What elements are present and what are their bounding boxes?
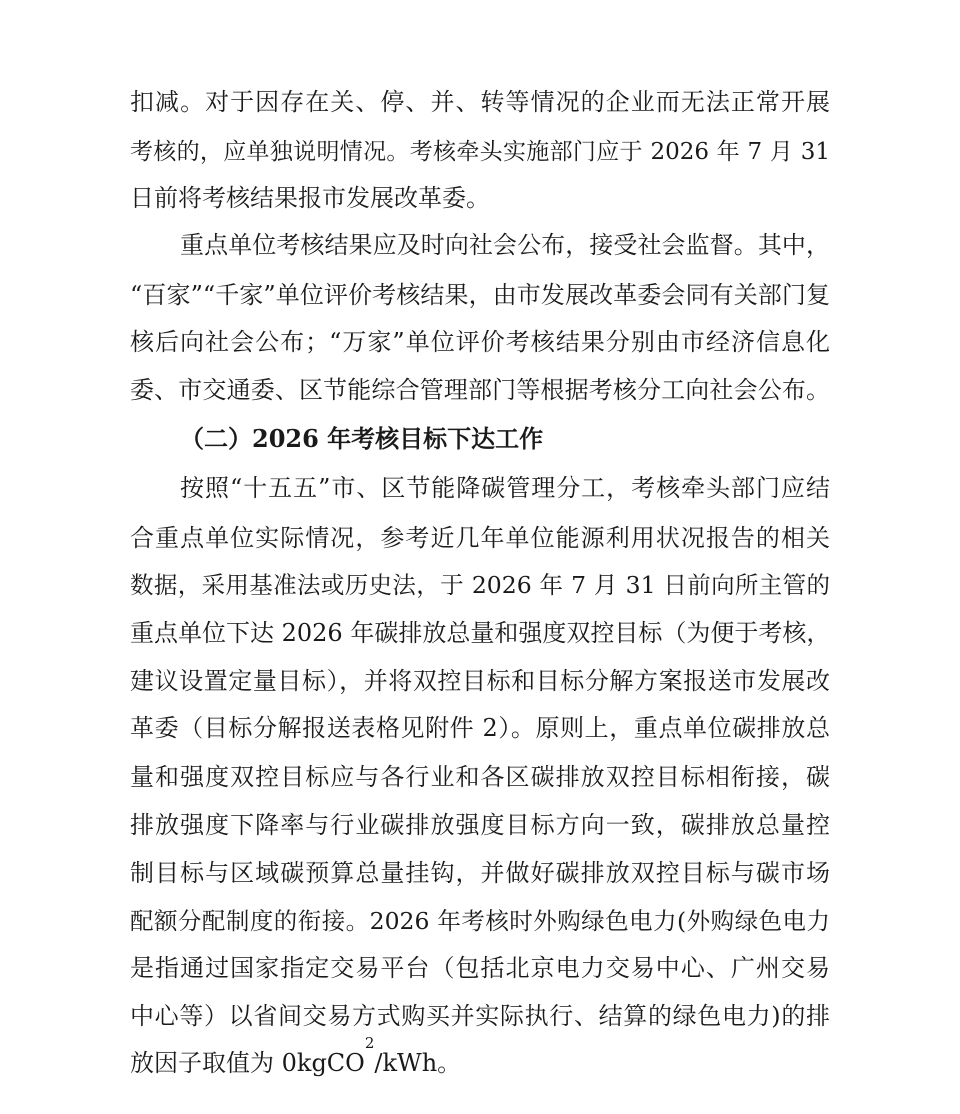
text-line: 中心等）以省间交易方式购买并实际执行、结算的绿色电力)的排 xyxy=(130,1002,830,1030)
text-line: 是指通过国家指定交易平台（包括北京电力交易中心、广州交易 xyxy=(130,954,830,982)
text-line: 核后向社会公布；“万家”单位评价考核结果分别由市经济信息化 xyxy=(130,328,830,356)
section-heading: （二）2026 年考核目标下达工作 xyxy=(180,424,544,453)
text-line: 考核的，应单独说明情况。考核牵头实施部门应于 2026 年 7 月 31 xyxy=(130,139,830,165)
text-line: 合重点单位实际情况，参考近几年单位能源利用状况报告的相关 xyxy=(130,524,830,552)
text-line: 量和强度双控目标应与各行业和各区碳排放双控目标相衔接，碳 xyxy=(130,763,830,791)
text-line: 日前将考核结果报市发展改革委。 xyxy=(130,184,490,212)
final-line-unit: /kWh。 xyxy=(374,1049,462,1077)
text-line: 重点单位下达 2026 年碳排放总量和强度双控目标（为便于考核， xyxy=(130,619,831,647)
text-line: 按照“十五五”市、区节能降碳管理分工，考核牵头部门应结 xyxy=(180,474,830,502)
text-line xyxy=(130,1034,830,1083)
text-line: 数据，采用基准法或历史法，于 2026 年 7 月 31 日前向所主管的 xyxy=(130,571,830,599)
text-line: 扣减。对于因存在关、停、并、转等情况的企业而无法正常开展 xyxy=(130,88,830,116)
text-line: 建议设置定量目标），并将双控目标和目标分解方案报送市发展改 xyxy=(130,667,830,695)
subscript-two: 2 xyxy=(364,1034,375,1052)
final-line-text: 放因子取值为 0kgCO xyxy=(130,1049,365,1077)
text-line: 革委（目标分解报送表格见附件 2）。原则上，重点单位碳排放总 xyxy=(130,714,830,742)
text-line: 制目标与区域碳预算总量挂钩，并做好碳排放双控目标与碳市场 xyxy=(130,859,830,887)
text-line: 委、市交通委、区节能综合管理部门等根据考核分工向社会公布。 xyxy=(130,376,830,404)
text-line: 排放强度下降率与行业碳排放强度目标方向一致，碳排放总量控 xyxy=(130,811,830,839)
text-line: “百家”“千家”单位评价考核结果，由市发展改革委会同有关部门复 xyxy=(130,281,830,309)
text-line: 重点单位考核结果应及时向社会公布，接受社会监督。其中， xyxy=(180,231,830,259)
text-line: 配额分配制度的衔接。2026 年考核时外购绿色电力(外购绿色电力 xyxy=(130,907,830,935)
